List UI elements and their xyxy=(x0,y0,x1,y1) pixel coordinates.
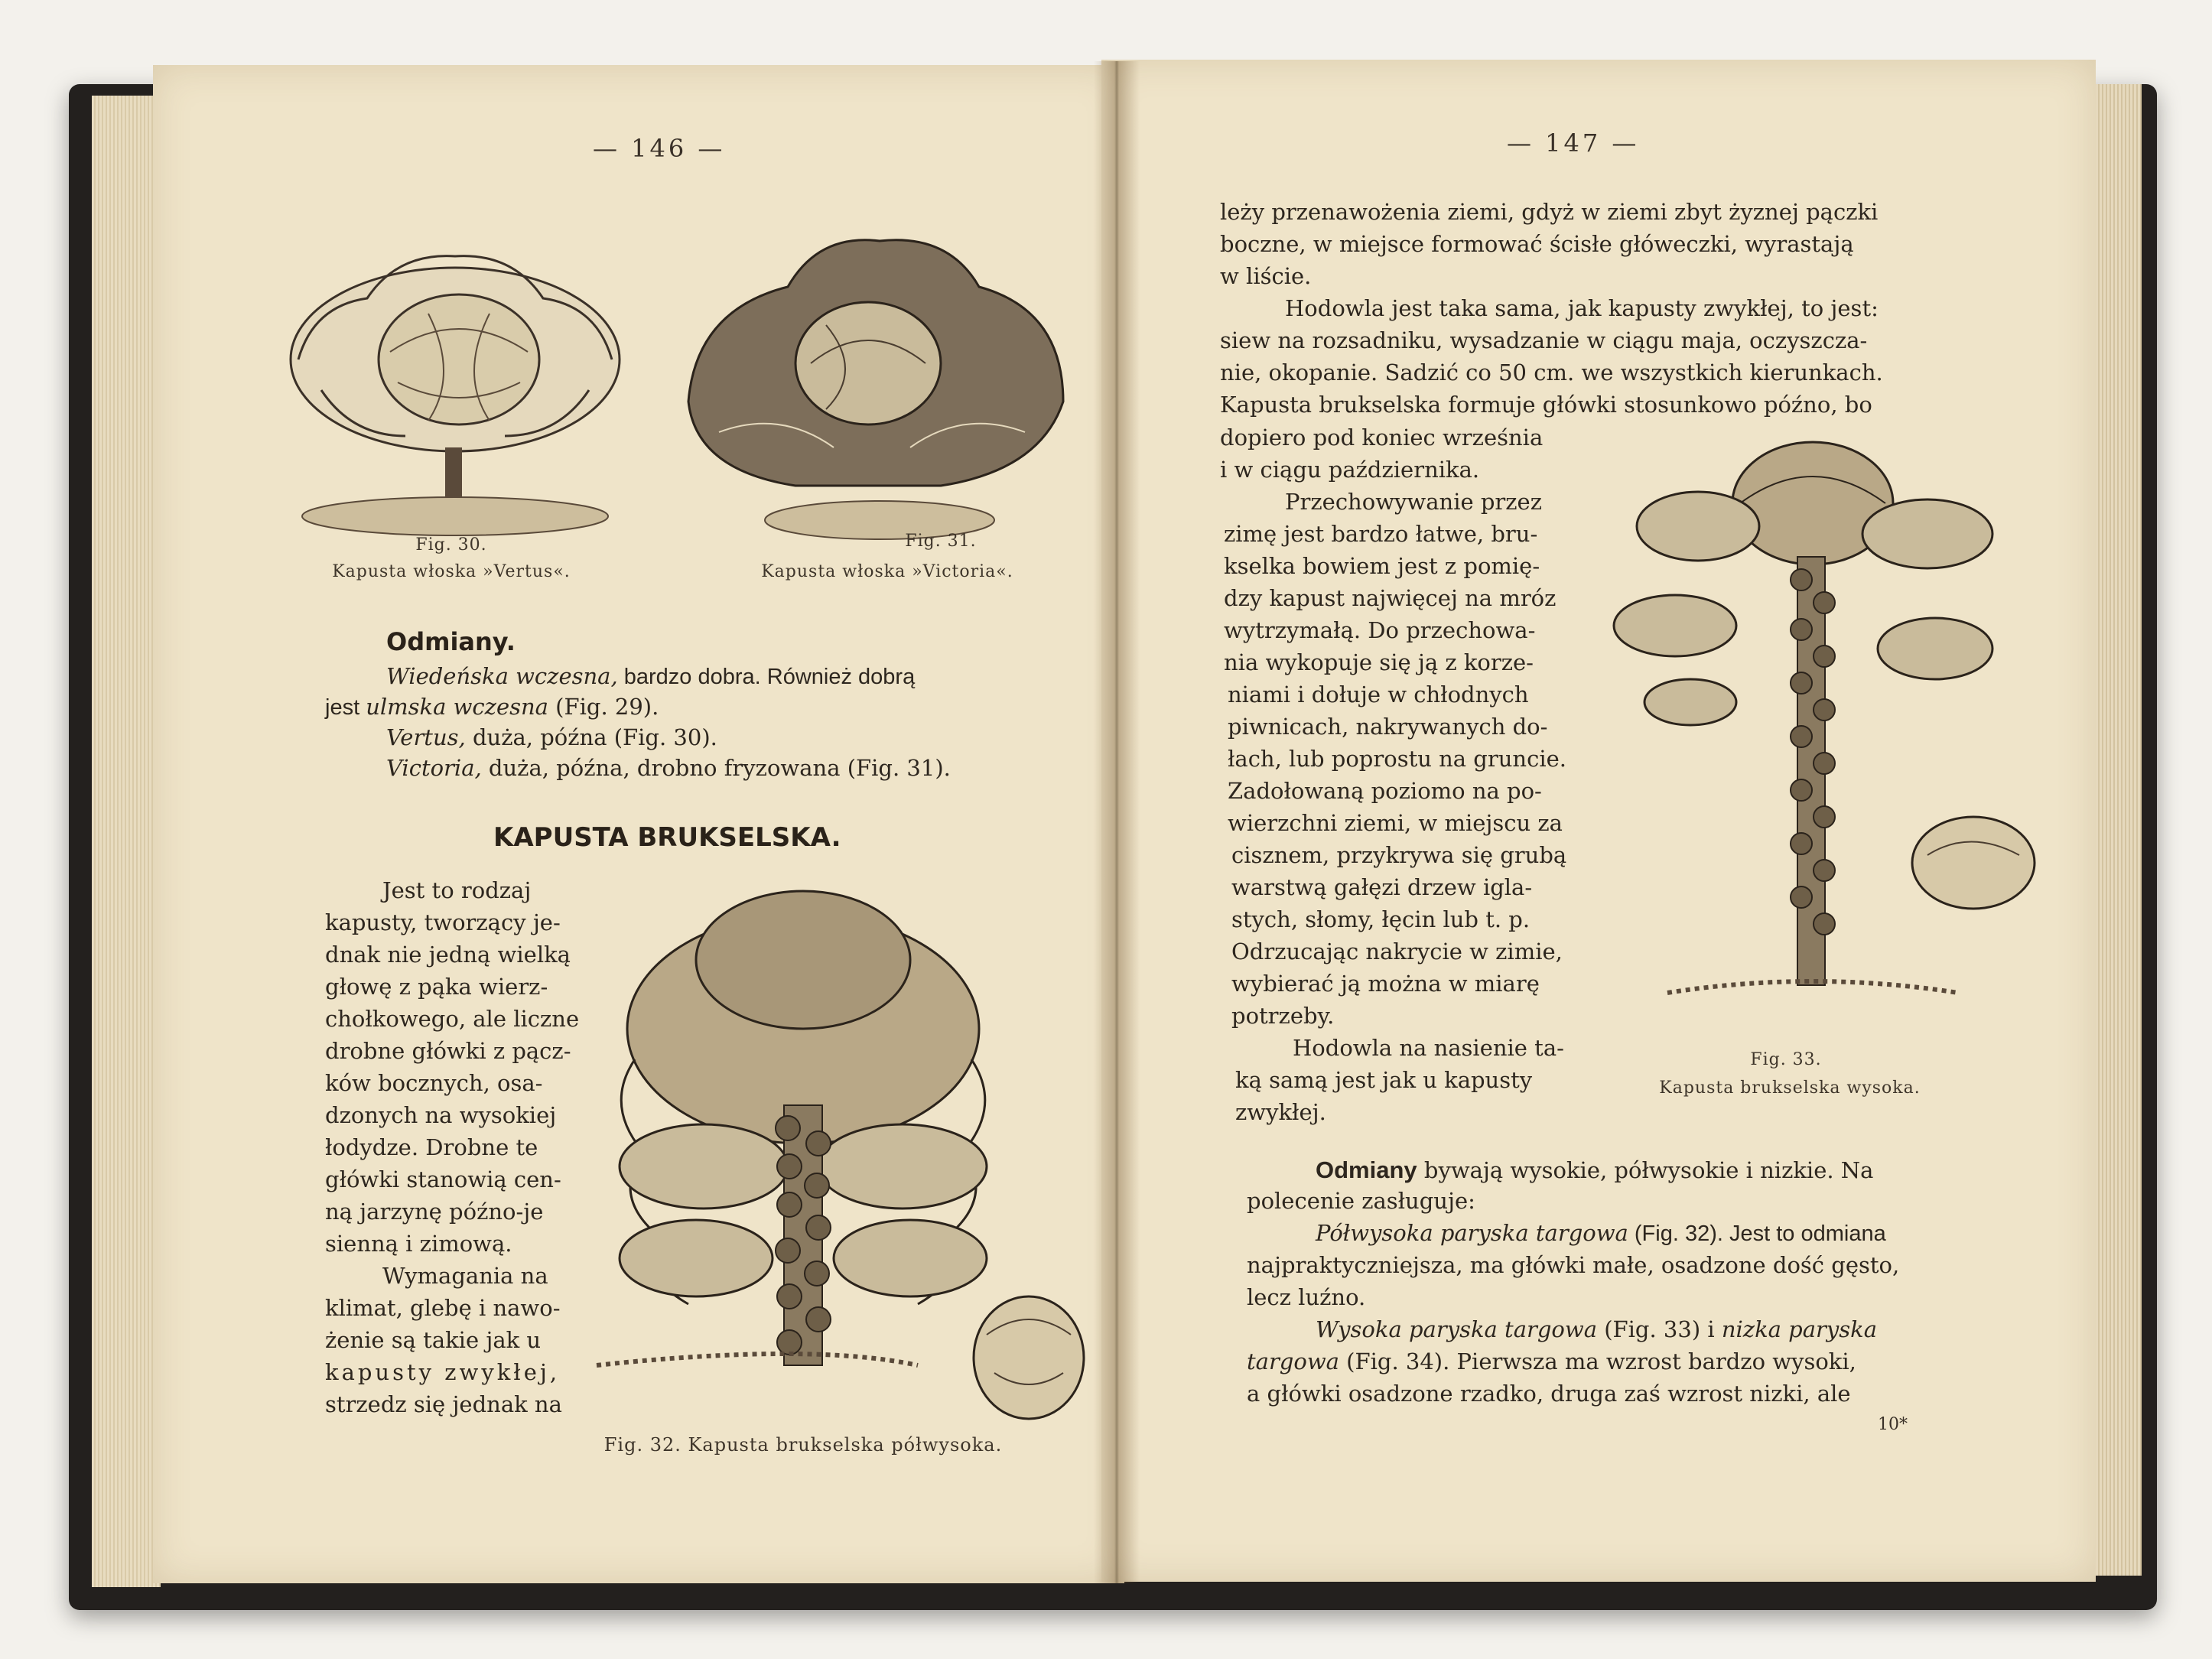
column-line: piwnicach, nakrywanych do- xyxy=(1228,714,1548,740)
bottom-line-5: lecz luźno. xyxy=(1247,1284,1366,1310)
column-line: kselka bowiem jest z pomię- xyxy=(1224,553,1540,579)
column-line: stych, słomy, łęcin lub t. p. xyxy=(1231,906,1531,932)
column-line: wybierać ją można w miarę xyxy=(1231,971,1540,997)
variety-desc: (Fig. 34). Pierwsza ma wzrost bardzo wysoki, xyxy=(1339,1348,1856,1374)
odmiany-label: Odmiany xyxy=(1316,1156,1417,1183)
column-line: dzy kapust najwięcej na mróz xyxy=(1224,585,1557,611)
variety-desc: (Fig. 32). Jest to odmiana xyxy=(1628,1221,1886,1246)
variety-desc: bardzo dobra. Również dobrą xyxy=(617,665,916,689)
column-line: wierzchni ziemi, w miejscu za xyxy=(1228,810,1563,836)
body-line: siew na rozsadniku, wysadzanie w ciągu maja, oczyszcza- xyxy=(1220,327,1868,353)
variety-name: Vertus, xyxy=(386,724,466,750)
variety-desc: (Fig. 33) i xyxy=(1596,1316,1722,1342)
page-number-147: — 147 — xyxy=(1507,128,1640,158)
variety-name: Półwysoka paryska targowa xyxy=(1316,1220,1628,1246)
body-line: nie, okopanie. Sadzić co 50 cm. we wszystkich kierunkach. xyxy=(1220,359,1883,385)
variety-name: ulmska wczesna xyxy=(366,694,548,720)
variety-line-3 xyxy=(386,724,717,750)
column-line: potrzeby. xyxy=(1231,1003,1335,1029)
body-line: boczne, w miejsce formować ścisłe główeczki, wyrastają xyxy=(1220,231,1854,257)
fig31-caption-number: Fig. 31. xyxy=(905,532,977,551)
signature-mark: 10* xyxy=(1878,1415,1908,1434)
body-line: leży przenawożenia ziemi, gdyż w ziemi zbyt żyznej pączki xyxy=(1220,199,1879,225)
body-line: Kapusta brukselska formuje główki stosunkowo późno, bo xyxy=(1220,392,1872,418)
body-line: Hodowla jest taka sama, jak kapusty zwykłej, to jest: xyxy=(1285,295,1879,321)
fig32-brussels-sprouts-illustration xyxy=(589,876,1094,1442)
body-line: w liście. xyxy=(1220,263,1312,289)
body-line: kapusty zwykłej, xyxy=(325,1359,561,1385)
bottom-line-8: a główki osadzone rzadko, druga zaś wzrost nizki, ale xyxy=(1247,1381,1851,1407)
body-line: Wymagania na xyxy=(382,1263,548,1289)
fig30-caption-text: Kapusta włoska »Vertus«. xyxy=(332,562,571,581)
body-line: strzedz się jednak na xyxy=(325,1391,562,1417)
body-line: klimat, glebę i nawo- xyxy=(325,1295,561,1321)
column-line: cisznem, przykrywa się grubą xyxy=(1231,842,1567,868)
fig30-caption-number: Fig. 30. xyxy=(415,535,487,555)
body-line: ną jarzynę późno-je xyxy=(325,1199,544,1225)
fig30-savoy-cabbage-illustration xyxy=(275,237,635,558)
column-line: niami i dołuje w chłodnych xyxy=(1228,681,1529,708)
variety-line-4 xyxy=(386,757,951,779)
fig31-caption-text: Kapusta włoska »Victoria«. xyxy=(761,562,1013,581)
variety-desc: duża, późna (Fig. 30). xyxy=(465,724,717,750)
bottom-line-2: polecenie zasługuje: xyxy=(1247,1188,1475,1214)
column-line: wytrzymałą. Do przechowa- xyxy=(1224,617,1536,643)
body-line: Jest to rodzaj xyxy=(382,877,532,903)
body-line: dnak nie jedną wielką xyxy=(325,942,571,968)
column-line: ką samą jest jak u kapusty xyxy=(1235,1067,1533,1093)
variety-name: targowa xyxy=(1247,1348,1339,1374)
odmiany-heading: Odmiany. xyxy=(386,627,516,656)
variety-name: Wysoka paryska targowa xyxy=(1316,1316,1597,1342)
odmiany-desc: bywają wysokie, półwysokie i nizkie. Na xyxy=(1417,1157,1874,1183)
column-line: warstwą gałęzi drzew igla- xyxy=(1231,874,1533,900)
column-line: dopiero pod koniec września xyxy=(1220,425,1544,451)
variety-line-1 xyxy=(386,665,915,688)
variety-name: nizka paryska xyxy=(1721,1316,1877,1342)
column-line: Przechowywanie przez xyxy=(1285,489,1542,515)
column-line: i w ciągu października. xyxy=(1220,457,1480,483)
column-line: zwykłej. xyxy=(1235,1099,1326,1125)
variety-prefix: jest xyxy=(325,695,366,720)
page-edges-right xyxy=(2088,84,2142,1576)
body-line: dzonych na wysokiej xyxy=(325,1102,557,1128)
body-line: głowę z pąka wierz- xyxy=(325,974,548,1000)
body-line: chołkowego, ale liczne xyxy=(325,1006,580,1032)
section-title-kapusta-brukselska: KAPUSTA BRUKSELSKA. xyxy=(493,822,841,853)
page-edges-left xyxy=(92,96,161,1587)
body-line: główki stanowią cen- xyxy=(325,1166,561,1192)
variety-desc: (Fig. 29). xyxy=(548,694,659,720)
variety-name: Wiedeńska wczesna, xyxy=(386,663,618,689)
variety-name: Victoria, xyxy=(386,755,482,781)
body-line: łodydze. Drobne te xyxy=(325,1134,538,1160)
fig32-caption: Fig. 32. Kapusta brukselska półwysoka. xyxy=(603,1434,1003,1456)
column-line: Odrzucając nakrycie w zimie, xyxy=(1231,938,1563,964)
bottom-line-4: najpraktyczniejsza, ma główki małe, osadzone dość gęsto, xyxy=(1247,1252,1900,1278)
bottom-line-3 xyxy=(1316,1222,1886,1245)
variety-desc: duża, późna, drobno fryzowana (Fig. 31). xyxy=(481,755,951,781)
bottom-line-1 xyxy=(1316,1158,1873,1182)
column-line: nia wykopuje się ją z korze- xyxy=(1224,649,1534,675)
right-page xyxy=(1101,60,2096,1582)
left-page xyxy=(153,65,1124,1583)
column-line: Zadołowaną poziomo na po- xyxy=(1228,778,1542,804)
body-line: drobne główki z pącz- xyxy=(325,1038,571,1064)
bottom-line-7 xyxy=(1247,1348,1856,1374)
body-line: ków bocznych, osa- xyxy=(325,1070,543,1096)
column-line: łach, lub poprostu na gruncie. xyxy=(1228,746,1566,772)
page-number-146: — 146 — xyxy=(593,134,726,163)
body-line: żenie są takie jak u xyxy=(325,1327,542,1353)
fig33-brussels-sprouts-tall-illustration xyxy=(1606,427,2042,1069)
column-line: Hodowla na nasienie ta- xyxy=(1293,1035,1564,1061)
column-line: zimę jest bardzo łatwe, bru- xyxy=(1224,521,1538,547)
fig33-caption-text: Kapusta brukselska wysoka. xyxy=(1659,1078,1921,1098)
fig31-savoy-cabbage-illustration xyxy=(673,233,1071,570)
bottom-line-6 xyxy=(1316,1316,1877,1342)
variety-line-2 xyxy=(325,696,659,719)
body-line: sienną i zimową. xyxy=(325,1231,512,1257)
fig33-caption-number: Fig. 33. xyxy=(1750,1050,1822,1069)
book-gutter xyxy=(1094,61,1140,1583)
body-line: kapusty, tworzący je- xyxy=(325,909,561,935)
